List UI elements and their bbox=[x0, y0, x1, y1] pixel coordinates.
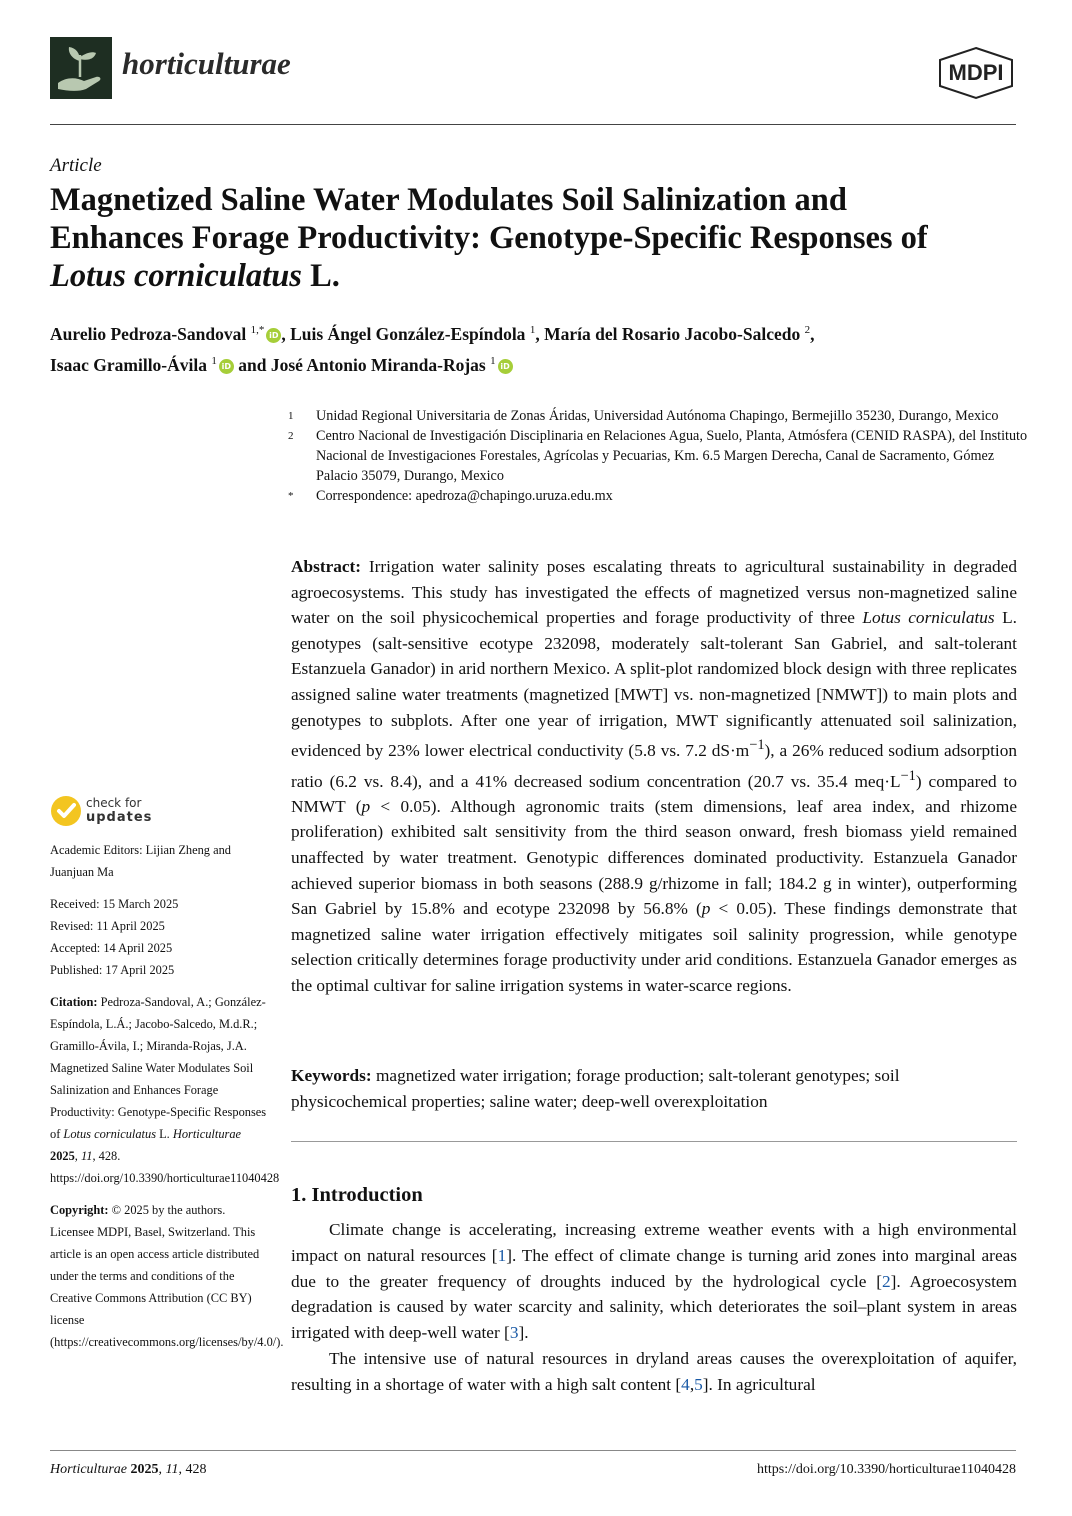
citation-species: Lotus corniculatus bbox=[63, 1127, 157, 1141]
article-title bbox=[50, 181, 1040, 295]
footer-journal: Horticulturae bbox=[50, 1462, 127, 1477]
citation-separator: , bbox=[689, 1374, 695, 1394]
author-name[interactable]: José Antonio Miranda-Rojas bbox=[270, 354, 486, 375]
received-date: Received: 15 March 2025 bbox=[50, 897, 179, 911]
accepted-date: Accepted: 14 April 2025 bbox=[50, 941, 173, 955]
footer-year: 2025 bbox=[127, 1462, 159, 1477]
abstract-text: < 0.05). Although agronomic traits (stem dimensions, leaf area index, and rhizome proliferation) exhibited salt sensitivity from the third season onward, fresh biomass yield remained unaffected by water treatment. Genotypic differences dominated productivity. Estanzuela Ganador achieved superior biomass in both seasons (288.9 g/rhizome in fall; 184.2 g in winter), outperforming San Gabriel by 15.8% and ecotype 232098 by 56.8% ( bbox=[291, 796, 1017, 919]
journal-logo bbox=[50, 37, 112, 99]
abstract-text: < 0.05). These findings demonstrate that magnetized saline water irrigation effectively mitigates soil salinity progression, while genotype selection critically determines forage productivity under arid conditions. Estanzuela Ganador emerges as the optimal cultivar for saline irrigation systems in water-scarce regions. bbox=[291, 899, 1018, 996]
abstract-label: Abstract: bbox=[291, 557, 362, 576]
footer-citation bbox=[50, 1462, 206, 1478]
citation-doi[interactable]: , 428. https://doi.org/10.3390/horticulturae11040428 bbox=[50, 1149, 280, 1185]
abstract-superscript: −1 bbox=[900, 767, 916, 784]
section-heading: 1. Introduction bbox=[291, 1184, 423, 1206]
abstract-species: Lotus corniculatus bbox=[862, 608, 995, 628]
affiliation-text: Centro Nacional de Investigación Disciplinaria en Relaciones Agua, Suelo, Planta, Atmósfera (CENID RASPA), del Instituto Nacional de Investigaciones Forestales, Agrícolas y Pecuarias, Km. 6.5 Margen Derecha, Canal de Sacramento, Gómez Palacio 35079, Durango, Mexico bbox=[316, 428, 1028, 484]
footer-doi-link[interactable]: https://doi.org/10.3390/horticulturae11040428 bbox=[757, 1462, 1016, 1477]
p-value-symbol: p bbox=[701, 899, 711, 919]
citation-link[interactable]: 3 bbox=[509, 1323, 519, 1343]
abstract-text: ), a 26% reduced sodium adsorption ratio (6.2 vs. 8.4), and a 41% decreased sodium concentration (20.7 vs. 35.4 meq·L bbox=[291, 740, 1017, 791]
paragraph bbox=[291, 1217, 1017, 1346]
publisher-name: MDPI bbox=[948, 60, 1004, 85]
author-name[interactable]: María del Rosario Jacobo-Salcedo bbox=[544, 323, 801, 344]
paragraph-text: ]. Agroecosystem degradation is caused by water scarcity and salinity, which deteriorates the soil–plant system in areas irrigated with deep-well water [ bbox=[291, 1271, 1017, 1343]
paragraph-text: ]. In agricultural bbox=[702, 1374, 816, 1394]
citation-label: Citation: bbox=[50, 995, 98, 1009]
orcid-icon[interactable]: iD bbox=[219, 359, 234, 374]
author-affil-mark: 1 bbox=[529, 324, 536, 336]
citation-sep: , bbox=[74, 1149, 81, 1163]
affiliation-mark: * bbox=[288, 490, 294, 502]
check-updates-icon bbox=[50, 794, 82, 828]
citation-link[interactable]: 1 bbox=[497, 1245, 507, 1265]
abstract-text: Irrigation water salinity poses escalating threats to agricultural sustainability in degraded agroecosystems. This study has investigated the effects of magnetized versus non-magnetized saline water on the soil physicochemical properties and forage productivity of three bbox=[291, 557, 1017, 628]
author-list: Aurelio Pedroza-Sandoval $^{1,*}$ iD , Luis Ángel González-Espíndola $^1$, María del Rosario Jacobo-Salcedo $^2$, Isaac Gramillo-Ávila $^1$ iD and José Antonio Miranda-Rojas $^1$ iD bbox=[50, 323, 815, 375]
copyright bbox=[50, 1199, 284, 1353]
citation-link[interactable]: 4 bbox=[681, 1374, 690, 1394]
correspondence-text[interactable]: Correspondence: apedroza@chapingo.uruza.edu.mx bbox=[316, 488, 613, 504]
paragraph-text: The intensive use of natural resources in dryland areas causes the overexploitation of aquifer, resulting in a shortage of water with a high salt content [ bbox=[291, 1348, 1017, 1394]
abstract-superscript: −1 bbox=[749, 737, 765, 754]
correspondence bbox=[288, 486, 1028, 506]
citation-volume: 11 bbox=[80, 1149, 93, 1163]
header-divider bbox=[50, 124, 1016, 125]
paragraph-text: Climate change is accelerating, increasing extreme weather events with a high environmental impact on natural resources [ bbox=[291, 1220, 1017, 1265]
affiliation-item bbox=[288, 426, 1028, 486]
article-info-sidebar bbox=[50, 839, 284, 1353]
citation-text: Pedroza-Sandoval, A.; González-Espíndola, L.Á.; Jacobo-Salcedo, M.d.R.; Gramillo-Ávila, I.; Miranda-Rojas, J.A. Magnetized Saline Water Modulates Soil Salinization and Enhances Forage Productivity: Genotype-Specific Responses of bbox=[50, 995, 267, 1141]
citation-text-2: L. bbox=[156, 1127, 173, 1141]
author-name[interactable]: Luis Ángel González-Espíndola bbox=[290, 323, 526, 344]
author-name[interactable]: Aurelio Pedroza-Sandoval bbox=[50, 323, 247, 344]
footer-volume: 11 bbox=[165, 1462, 179, 1477]
copyright-label: Copyright: bbox=[50, 1203, 109, 1217]
paragraph bbox=[291, 1346, 1017, 1398]
author-affil-mark: 1 bbox=[490, 354, 496, 367]
footer-article-number: , 428 bbox=[178, 1462, 207, 1477]
title-species: Lotus corniculatus bbox=[50, 258, 302, 294]
academic-editors: Academic Editors: Lijian Zheng and Juanjuan Ma bbox=[50, 843, 231, 879]
orcid-icon[interactable]: iD bbox=[498, 359, 513, 374]
title-line-1: Magnetized Saline Water Modulates Soil Salinization and bbox=[50, 182, 847, 218]
title-tail: L. bbox=[301, 258, 340, 294]
paragraph-text: ]. bbox=[518, 1323, 529, 1343]
p-value-symbol: p bbox=[361, 796, 371, 816]
author-affil-mark: 1,* bbox=[250, 324, 265, 336]
section-divider bbox=[291, 1141, 1017, 1142]
orcid-icon[interactable]: iD bbox=[266, 328, 281, 343]
published-date: Published: 17 April 2025 bbox=[50, 963, 175, 977]
keywords-text: magnetized water irrigation; forage production; salt-tolerant genotypes; soil physicochemical properties; saline water; deep-well overexploitation bbox=[291, 1066, 900, 1111]
keywords bbox=[291, 1063, 1017, 1114]
citation bbox=[50, 991, 280, 1189]
copyright-text: © 2025 by the authors. Licensee MDPI, Basel, Switzerland. This article is an open access article distributed under the terms and conditions of the Creative Commons Attribution (CC BY) license (https://creativecommons.org/licenses/by/4.0/). bbox=[50, 1203, 284, 1349]
affiliation-mark: 1 bbox=[288, 410, 294, 422]
article-type: Article bbox=[50, 155, 102, 176]
journal-name: horticulturae bbox=[122, 46, 291, 81]
citation-link[interactable]: 2 bbox=[881, 1271, 891, 1291]
citation-year: 2025 bbox=[50, 1149, 75, 1163]
footer-divider bbox=[50, 1450, 1016, 1451]
affiliations bbox=[288, 406, 1028, 506]
hand-plant-icon bbox=[50, 37, 112, 99]
citation-journal: Horticulturae bbox=[172, 1127, 242, 1141]
affiliation-mark: 2 bbox=[288, 430, 294, 442]
footer-sep: , bbox=[158, 1462, 166, 1477]
affiliation-item bbox=[288, 406, 1028, 426]
paragraph-text: ]. The effect of climate change is turning arid zones into marginal areas due to the greater frequency of droughts induced by the hydrological cycle [ bbox=[291, 1245, 1018, 1291]
revised-date: Revised: 11 April 2025 bbox=[50, 919, 165, 933]
publisher-logo bbox=[936, 46, 1016, 100]
citation-link[interactable]: 5 bbox=[694, 1374, 703, 1394]
check-for-updates-text[interactable] bbox=[86, 796, 152, 825]
abstract-text: ) compared to NMWT ( bbox=[291, 771, 1018, 816]
author-affil-mark: 2 bbox=[804, 324, 811, 336]
introduction-body bbox=[291, 1217, 1017, 1398]
affiliation-text: Unidad Regional Universitaria de Zonas Áridas, Universidad Autónoma Chapingo, Bermejillo 35230, Durango, Mexico bbox=[316, 408, 999, 424]
abstract bbox=[291, 554, 1017, 999]
title-line-2: Enhances Forage Productivity: Genotype-Specific Responses of bbox=[50, 220, 928, 256]
abstract-text: L. genotypes (salt-sensitive ecotype 232098, moderately salt-tolerant San Gabriel, and salt-tolerant Estanzuela Ganador) in arid northern Mexico. A split-plot randomized block design with three replicates assigned saline water treatments (magnetized [MWT] vs. non-magnetized [NMWT]) to main plots and genotypes to subplots. After one year of irrigation, MWT significantly attenuated soil salinization, evidenced by 23% lower electrical conductivity (5.8 vs. 7.2 dS·m bbox=[291, 608, 1017, 760]
updates-label: updates bbox=[86, 810, 153, 825]
author-affil-mark: 1 bbox=[211, 354, 217, 367]
keywords-label: Keywords: bbox=[291, 1066, 372, 1085]
check-for-label: check for bbox=[86, 796, 142, 810]
author-name[interactable]: Isaac Gramillo-Ávila bbox=[50, 354, 207, 375]
